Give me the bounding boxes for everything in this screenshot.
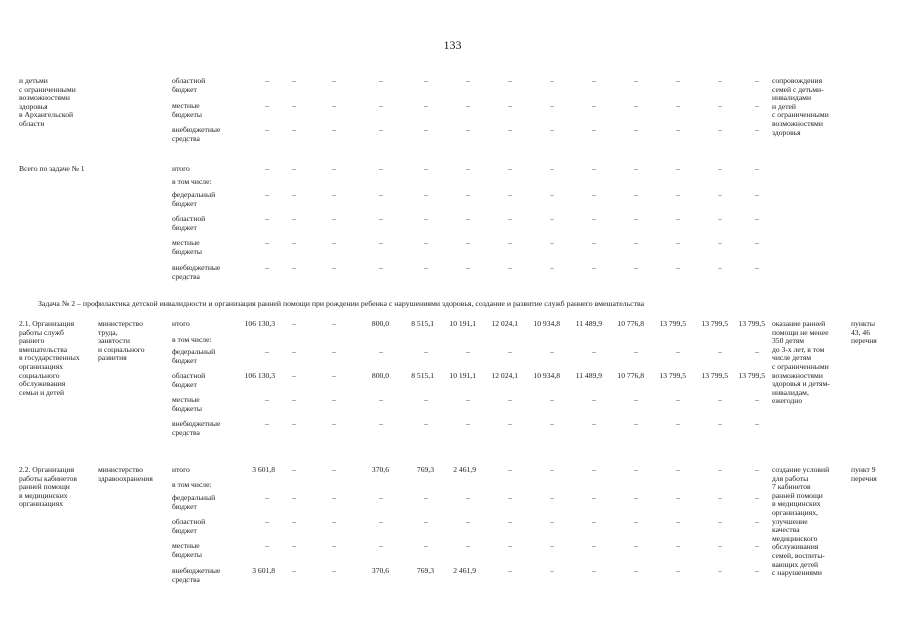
funding-source: внебюджетные средства [172,125,221,143]
table-cell: – [424,419,428,428]
table-cell: – [718,214,722,223]
table-cell: – [424,395,428,404]
table-cell: – [634,493,638,502]
funding-source: в том числе: [172,480,212,489]
table-cell: – [676,566,680,575]
funding-source: областной бюджет [172,214,206,232]
table-cell: – [265,493,269,502]
table-cell: 12 024,1 [491,319,518,328]
table-cell: – [718,566,722,575]
table-cell: – [550,566,554,575]
table-cell: – [508,493,512,502]
table-cell: – [332,101,336,110]
table-cell: – [755,101,759,110]
table-cell: 370,6 [371,465,389,474]
table-cell: – [292,319,296,328]
table-cell: – [466,419,470,428]
table-cell: 10 776,8 [617,371,644,380]
table-cell: – [265,263,269,272]
table-cell: – [424,76,428,85]
table-cell: – [592,493,596,502]
table-cell: 106 130,3 [244,371,275,380]
funding-source: федеральный бюджет [172,493,216,511]
task-heading: Задача № 2 – профилактика детской инвалидности и организация ранней помощи при рождении ребенка с нарушениями здоровья, создание и развитие служб раннего вмешательства [38,299,645,308]
table-cell: – [718,164,722,173]
table-cell: – [265,541,269,550]
table-cell: 10 191,1 [449,319,476,328]
table-cell: – [676,347,680,356]
table-cell: – [550,395,554,404]
table-cell: 10 776,8 [617,319,644,328]
table-cell: – [508,419,512,428]
table-cell: – [379,541,383,550]
table-cell: – [592,76,596,85]
table-cell: – [550,125,554,134]
table-cell: – [265,190,269,199]
table-cell: – [332,263,336,272]
table-cell: – [634,465,638,474]
table-cell: – [634,190,638,199]
table-cell: – [424,238,428,247]
table-cell: – [634,164,638,173]
table-cell: 3 601,8 [252,465,275,474]
table-cell: – [634,541,638,550]
table-cell: – [634,76,638,85]
table-cell: – [676,190,680,199]
table-cell: – [292,419,296,428]
table-cell: – [634,238,638,247]
table-cell: – [424,263,428,272]
table-cell: – [265,101,269,110]
table-cell: – [424,125,428,134]
table-cell: – [755,238,759,247]
table-cell: – [332,517,336,526]
table-cell: – [379,347,383,356]
table-cell: – [508,125,512,134]
table-cell: – [592,347,596,356]
table-cell: – [292,493,296,502]
table-cell: – [676,419,680,428]
table-cell: – [755,517,759,526]
list-reference: пункты 43, 46 перечня [851,319,877,346]
table-cell: – [379,517,383,526]
table-cell: – [550,541,554,550]
table-cell: – [718,419,722,428]
table-cell: – [676,465,680,474]
table-cell: 106 130,3 [244,319,275,328]
table-cell: – [424,517,428,526]
table-cell: – [676,76,680,85]
table-cell: – [718,541,722,550]
funding-source: внебюджетные средства [172,263,221,281]
table-cell: – [379,101,383,110]
table-cell: 10 191,1 [449,371,476,380]
table-cell: 11 489,9 [575,371,602,380]
table-cell: – [592,566,596,575]
table-cell: 13 799,5 [738,371,765,380]
table-cell: – [508,263,512,272]
table-cell: – [592,214,596,223]
table-cell: – [292,465,296,474]
table-cell: – [292,76,296,85]
table-cell: – [332,347,336,356]
table-cell: – [550,190,554,199]
table-cell: – [292,541,296,550]
table-cell: – [508,190,512,199]
expected-result: сопровождения семей с детьми- инвалидами и детей с ограниченными возможностями здоровья [772,76,829,137]
table-cell: – [292,101,296,110]
funding-source: местные бюджеты [172,101,202,119]
table-cell: – [265,238,269,247]
table-cell: – [292,214,296,223]
table-cell: – [379,164,383,173]
table-cell: – [332,125,336,134]
table-cell: – [634,101,638,110]
table-cell: – [508,347,512,356]
table-cell: 769,3 [416,566,434,575]
table-cell: – [332,395,336,404]
table-cell: – [592,238,596,247]
table-cell: – [755,190,759,199]
table-cell: – [379,263,383,272]
expected-result: оказание ранней помощи не менее 350 детям до 3-х лет, в том числе детям с ограниченными возможностями здоровья и детям- инвалидам, ежегодно [772,319,830,406]
table-cell: – [265,419,269,428]
table-cell: – [466,101,470,110]
funding-source: в том числе: [172,177,212,186]
row-name: 2.1. Организация работы служб раннего вмешательства в государственных организациях социального обслуживания семьи и детей [19,319,80,397]
list-reference: пункт 9 перечня [851,465,877,483]
table-cell: – [508,541,512,550]
table-cell: – [424,164,428,173]
table-cell: – [292,125,296,134]
table-cell: – [676,517,680,526]
table-cell: – [466,263,470,272]
table-cell: – [265,347,269,356]
table-cell: – [424,190,428,199]
funding-source: областной бюджет [172,371,206,389]
table-cell: – [379,419,383,428]
table-cell: – [292,517,296,526]
table-cell: – [592,517,596,526]
table-cell: 13 799,5 [701,371,728,380]
table-cell: – [755,164,759,173]
table-cell: – [755,566,759,575]
table-cell: 8 515,1 [411,371,434,380]
table-cell: 8 515,1 [411,319,434,328]
table-cell: – [755,214,759,223]
table-cell: – [676,493,680,502]
table-cell: 370,6 [371,566,389,575]
table-cell: – [466,347,470,356]
table-cell: – [755,347,759,356]
table-cell: – [676,101,680,110]
table-cell: – [379,238,383,247]
table-cell: – [508,164,512,173]
table-cell: – [755,419,759,428]
table-cell: – [265,214,269,223]
table-cell: – [332,214,336,223]
table-cell: – [265,76,269,85]
table-cell: – [755,541,759,550]
table-cell: – [592,419,596,428]
funding-source: местные бюджеты [172,541,202,559]
table-cell: – [634,214,638,223]
table-cell: – [592,263,596,272]
table-cell: – [676,395,680,404]
table-cell: – [332,76,336,85]
table-cell: – [718,263,722,272]
row-name: 2.2. Организация работы кабинетов ранней помощи в медицинских организациях [19,465,77,509]
funding-source: итого [172,164,190,173]
table-cell: – [550,76,554,85]
table-cell: – [508,101,512,110]
table-cell: – [379,214,383,223]
table-cell: – [550,347,554,356]
table-cell: 2 461,9 [453,465,476,474]
table-cell: – [676,238,680,247]
table-cell: – [755,395,759,404]
funding-source: итого [172,465,190,474]
table-cell: – [379,125,383,134]
table-cell: – [592,395,596,404]
table-cell: – [550,517,554,526]
table-cell: – [332,319,336,328]
table-cell: – [718,517,722,526]
funding-source: местные бюджеты [172,238,202,256]
executor: министерство здравоохранения [98,465,153,483]
table-cell: – [424,101,428,110]
table-cell: – [592,465,596,474]
table-cell: – [550,493,554,502]
table-cell: – [718,493,722,502]
table-cell: – [634,566,638,575]
funding-source: областной бюджет [172,76,206,94]
table-cell: – [676,263,680,272]
table-cell: – [592,541,596,550]
table-cell: – [508,395,512,404]
table-cell: – [592,164,596,173]
expected-result: создание условий для работы 7 кабинетов ранней помощи в медицинских организациях, улучшение качества медицинского обслуживания семей, воспиты- вающих детей с нарушениями [772,465,830,578]
table-cell: 10 934,8 [533,371,560,380]
table-cell: – [379,76,383,85]
row-name: Всего по задаче № 1 [19,164,85,173]
table-cell: – [718,238,722,247]
table-cell: – [718,101,722,110]
table-cell: – [424,347,428,356]
table-cell: – [379,493,383,502]
table-cell: – [718,347,722,356]
table-cell: – [292,395,296,404]
table-cell: – [718,76,722,85]
row-name: и детьми с ограниченными возможностями здоровья в Архангельской области [19,76,76,128]
table-cell: – [332,493,336,502]
table-cell: 13 799,5 [659,319,686,328]
table-cell: – [634,263,638,272]
table-cell: – [332,371,336,380]
table-cell: – [634,395,638,404]
table-cell: 769,3 [416,465,434,474]
table-cell: – [292,164,296,173]
table-cell: – [755,493,759,502]
table-cell: – [592,125,596,134]
table-cell: – [508,238,512,247]
funding-source: федеральный бюджет [172,347,216,365]
funding-source: внебюджетные средства [172,566,221,584]
table-cell: 2 461,9 [453,566,476,575]
table-cell: – [508,566,512,575]
table-cell: 800,0 [371,371,389,380]
table-cell: – [424,541,428,550]
table-cell: – [634,419,638,428]
table-cell: 13 799,5 [701,319,728,328]
table-cell: – [466,164,470,173]
table-cell: – [466,125,470,134]
table-cell: – [755,125,759,134]
table-cell: – [676,164,680,173]
table-cell: – [755,465,759,474]
funding-source: федеральный бюджет [172,190,216,208]
table-cell: – [634,517,638,526]
funding-source: внебюджетные средства [172,419,221,437]
table-cell: – [508,214,512,223]
table-cell: – [550,101,554,110]
table-cell: 10 934,8 [533,319,560,328]
table-cell: – [550,164,554,173]
table-cell: – [332,419,336,428]
table-cell: – [332,566,336,575]
table-cell: – [755,263,759,272]
funding-source: в том числе: [172,335,212,344]
table-cell: 13 799,5 [738,319,765,328]
table-cell: – [676,125,680,134]
table-cell: – [466,493,470,502]
page-number: 133 [443,38,462,52]
table-cell: – [634,347,638,356]
table-cell: – [466,190,470,199]
table-cell: – [718,190,722,199]
table-cell: – [550,263,554,272]
table-cell: – [292,371,296,380]
table-cell: – [466,395,470,404]
table-cell: – [508,76,512,85]
table-cell: – [718,125,722,134]
table-cell: – [292,263,296,272]
table-cell: – [292,238,296,247]
table-cell: – [592,190,596,199]
table-cell: – [676,214,680,223]
table-cell: – [718,395,722,404]
table-cell: – [718,465,722,474]
table-cell: – [332,465,336,474]
table-cell: – [379,395,383,404]
funding-source: местные бюджеты [172,395,202,413]
table-cell: 11 489,9 [575,319,602,328]
table-cell: – [292,190,296,199]
table-cell: – [550,238,554,247]
table-cell: – [550,214,554,223]
table-cell: – [379,190,383,199]
table-cell: – [332,541,336,550]
table-cell: – [592,101,596,110]
table-cell: – [550,465,554,474]
table-cell: 3 601,8 [252,566,275,575]
table-cell: 800,0 [371,319,389,328]
table-cell: – [550,419,554,428]
table-cell: 12 024,1 [491,371,518,380]
funding-source: итого [172,319,190,328]
table-cell: – [466,541,470,550]
table-cell: – [466,238,470,247]
table-cell: – [424,214,428,223]
table-cell: – [265,517,269,526]
table-cell: – [292,347,296,356]
funding-source: областной бюджет [172,517,206,535]
table-cell: – [292,566,296,575]
executor: министерство труда, занятости и социального развития [98,319,145,363]
table-cell: – [332,238,336,247]
table-cell: 13 799,5 [659,371,686,380]
table-cell: – [466,517,470,526]
table-cell: – [265,395,269,404]
table-cell: – [676,541,680,550]
table-cell: – [755,76,759,85]
table-cell: – [265,164,269,173]
table-cell: – [466,214,470,223]
table-cell: – [265,125,269,134]
table-cell: – [332,190,336,199]
table-cell: – [634,125,638,134]
table-cell: – [332,164,336,173]
table-cell: – [424,493,428,502]
table-cell: – [466,76,470,85]
table-cell: – [508,517,512,526]
table-cell: – [508,465,512,474]
